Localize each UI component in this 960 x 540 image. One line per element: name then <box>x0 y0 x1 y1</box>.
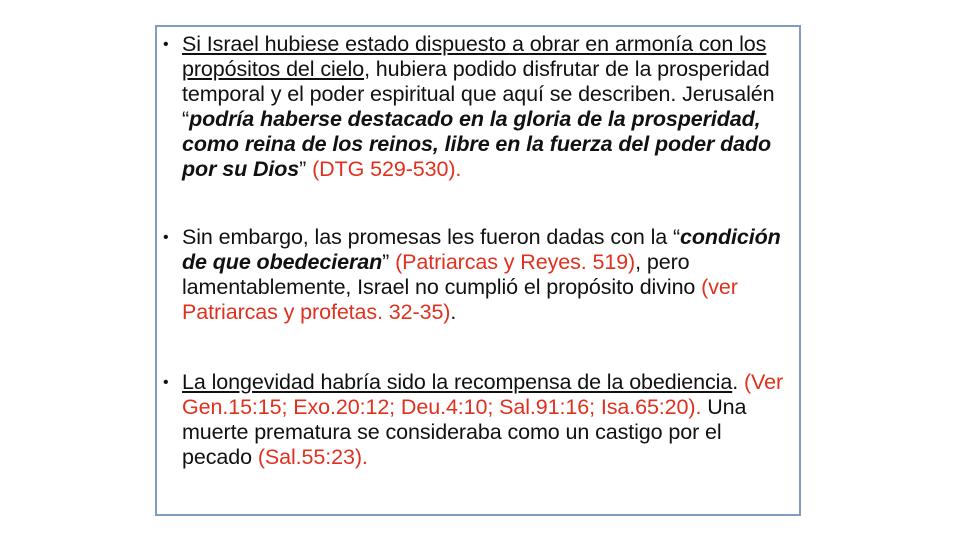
reference-text: (Ver Gen.15:15; Exo.20:12; Deu.4:10; Sal.91:16; Isa.65:20). <box>182 370 783 419</box>
bullet-text-2 <box>182 225 797 325</box>
plain-text: . <box>450 300 457 324</box>
underlined-phrase: Si Israel hubiese estado dispuesto a obrar en armonía con los propósitos del cielo <box>182 32 767 81</box>
plain-text: ” <box>299 157 313 181</box>
bullet-marker: • <box>163 36 169 53</box>
plain-text: Una muerte prematura se consideraba como un castigo por el pecado <box>182 395 747 469</box>
underlined-phrase: La longevidad habría sido la recompensa de la obediencia <box>182 370 733 394</box>
reference-text: (DTG 529-530). <box>312 157 462 181</box>
bullet-text-1 <box>182 32 797 182</box>
bullet-text-3 <box>182 370 797 470</box>
bullet-item-2 <box>157 225 803 325</box>
reference-text: (ver Patriarcas y profetas. 32-35) <box>182 275 738 324</box>
bullet-item-3 <box>157 370 803 470</box>
quote-text: podría haberse destacado en la gloria de la prosperidad, como reina de los reinos, libre en la fuerza del poder dado por su Dios <box>182 107 772 181</box>
bullet-marker: • <box>163 229 169 246</box>
plain-text: ” <box>382 250 396 274</box>
quote-text: condición de que obedecieran <box>182 225 781 274</box>
plain-text: . <box>732 370 744 394</box>
plain-text: , pero lamentablemente, Israel no cumplió el propósito divino <box>182 250 702 299</box>
reference-text: (Sal.55:23). <box>257 445 368 469</box>
plain-text: Sin embargo, las promesas les fueron dadas con la “ <box>182 225 681 249</box>
bullet-item-1 <box>157 32 803 182</box>
plain-text: , hubiera podido disfrutar de la prosperidad temporal y el poder espiritual que aquí se describen. Jerusalén “ <box>182 57 775 131</box>
bullet-marker: • <box>163 374 169 391</box>
reference-text: (Patriarcas y Reyes. 519) <box>395 250 636 274</box>
content-box <box>155 25 801 516</box>
